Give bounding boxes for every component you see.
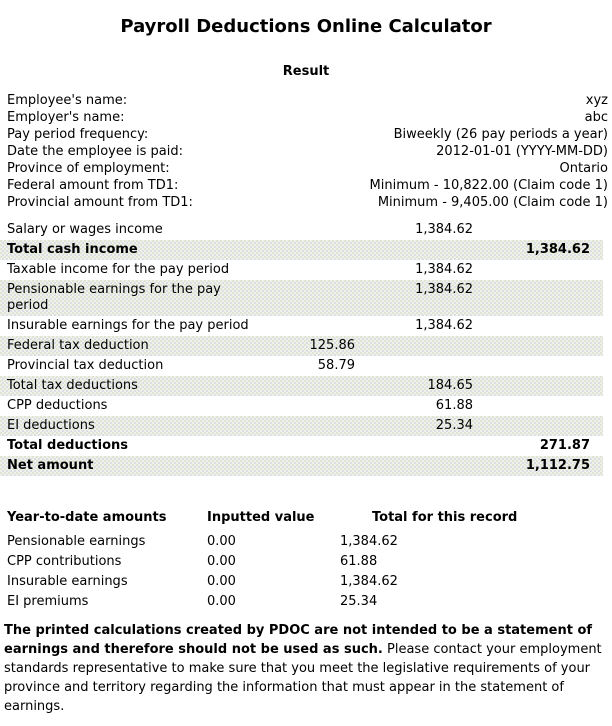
calc-row-value-col-c [473,356,603,376]
calc-row [0,240,603,260]
employee-info-table [0,92,612,211]
calc-row-value-col-a: 125.86 [309,338,355,353]
info-row-value: Biweekly (26 pay periods a year) [393,127,608,142]
ytd-row-label: Pensionable earnings [7,534,146,549]
calc-row-value-col-b: 1,384.62 [415,262,473,277]
calc-row-value-col-a [262,396,355,416]
calc-row-label: Total tax deductions [7,378,138,393]
info-row [0,143,612,160]
calc-row-value-col-a [262,436,355,456]
calc-row [0,396,603,416]
info-row-label: Province of employment: [7,161,170,176]
calc-row-label: Total deductions [7,438,129,453]
calc-row-value-col-c [473,376,603,396]
calc-row [0,356,603,376]
calc-row-value-col-c: 271.87 [539,438,590,453]
ytd-row [0,572,612,592]
disclaimer-regular-text: Please contact your employment standards representative to make sure that you meet the legislative requirements of your province and territory regarding the information that must appear in the statement of earnings. [4,642,602,714]
info-row-label: Employer's name: [7,110,125,125]
calc-row-label: Net amount [7,458,94,473]
calc-row [0,436,603,456]
info-row-label: Federal amount from TD1: [7,178,179,193]
calc-row-value-col-a [262,220,355,240]
calc-row [0,280,603,316]
ytd-row-inputted-value: 0.00 [207,574,236,589]
calc-row [0,416,603,436]
calc-row [0,376,603,396]
ytd-row [0,592,612,612]
info-row-value: Minimum - 10,822.00 (Claim code 1) [369,178,608,193]
ytd-header-inputted: Inputted value [207,510,315,525]
calc-row-value-col-c [473,316,603,336]
year-to-date-table [0,508,612,612]
info-row [0,160,612,177]
info-row-value: 2012-01-01 (YYYY-MM-DD) [436,144,608,159]
calc-row [0,260,603,280]
disclaimer-text [4,621,604,716]
calc-row-value-col-a [262,416,355,436]
calc-row-value-col-b: 184.65 [427,378,473,393]
info-row-label: Provincial amount from TD1: [7,195,193,210]
calc-row-value-col-b [355,336,473,356]
calc-row-value-col-a [262,260,355,280]
calc-row-value-col-b: 61.88 [435,398,473,413]
calc-row [0,336,603,356]
info-row [0,177,612,194]
result-heading: Result [282,64,330,79]
calc-row-value-col-c [473,220,603,240]
calc-row-label: Total cash income [7,242,138,257]
ytd-row-label: CPP contributions [7,554,122,569]
calc-row-value-col-c: 1,112.75 [525,458,590,473]
ytd-row-total-value: 1,384.62 [340,534,398,549]
info-row-label: Employee's name: [7,93,128,108]
calc-row-value-col-c [473,396,603,416]
ytd-header-row [0,508,612,532]
ytd-row-inputted-value: 0.00 [207,554,236,569]
ytd-row [0,532,612,552]
calc-row [0,220,603,240]
calc-row-value-col-b [355,436,473,456]
ytd-row-label: Insurable earnings [7,574,128,589]
calc-row-label: Federal tax deduction [7,338,149,353]
calc-row-value-col-b: 1,384.62 [415,318,473,333]
calc-row-value-col-b [355,356,473,376]
info-row-value: Minimum - 9,405.00 (Claim code 1) [377,195,608,210]
calc-row-value-col-a [262,280,355,316]
calc-row-label: EI deductions [7,418,95,433]
ytd-header-label: Year-to-date amounts [7,510,167,525]
calc-row [0,316,603,336]
info-row-value: abc [584,110,608,125]
ytd-row-inputted-value: 0.00 [207,534,236,549]
calc-row-value-col-b: 1,384.62 [415,282,473,297]
info-row [0,92,612,109]
ytd-row-total-value: 25.34 [340,594,378,609]
calc-row-value-col-a [262,376,355,396]
calc-row [0,456,603,476]
ytd-row-label: EI premiums [7,594,89,609]
ytd-header-total: Total for this record [372,510,518,525]
ytd-row-inputted-value: 0.00 [207,594,236,609]
calc-row-value-col-a [262,316,355,336]
disclaimer-bold-text: The printed calculations created by PDOC are not intended to be a statement of earnings and therefore should not be used as such. [4,623,593,657]
info-row [0,194,612,211]
ytd-row-total-value: 1,384.62 [340,574,398,589]
calc-row-label: Pensionable earnings for the pay period [7,282,221,313]
info-row-label: Pay period frequency: [7,127,149,142]
page-title: Payroll Deductions Online Calculator [120,16,492,37]
calc-row-value-col-b: 1,384.62 [415,222,473,237]
calc-row-value-col-a: 58.79 [317,358,355,373]
calc-row-value-col-c [473,336,603,356]
ytd-row [0,552,612,572]
info-row-value: xyz [585,93,608,108]
calc-row-label: Salary or wages income [7,222,163,237]
info-row [0,126,612,143]
calc-row-value-col-c: 1,384.62 [525,242,590,257]
calc-row-label: Provincial tax deduction [7,358,164,373]
calc-row-value-col-c [473,260,603,280]
calc-row-value-col-c [473,280,603,316]
calc-row-value-col-b [355,240,473,260]
info-row-label: Date the employee is paid: [7,144,183,159]
calc-row-label: CPP deductions [7,398,108,413]
calc-row-value-col-c [473,416,603,436]
calc-row-value-col-b [355,456,473,476]
info-row-value: Ontario [559,161,608,176]
calc-row-value-col-b: 25.34 [435,418,473,433]
calc-row-label: Taxable income for the pay period [7,262,230,277]
info-row [0,109,612,126]
ytd-row-total-value: 61.88 [340,554,378,569]
calculation-table [0,220,603,476]
calc-row-value-col-a [262,240,355,260]
calc-row-value-col-a [262,456,355,476]
calc-row-label: Insurable earnings for the pay period [7,318,249,333]
